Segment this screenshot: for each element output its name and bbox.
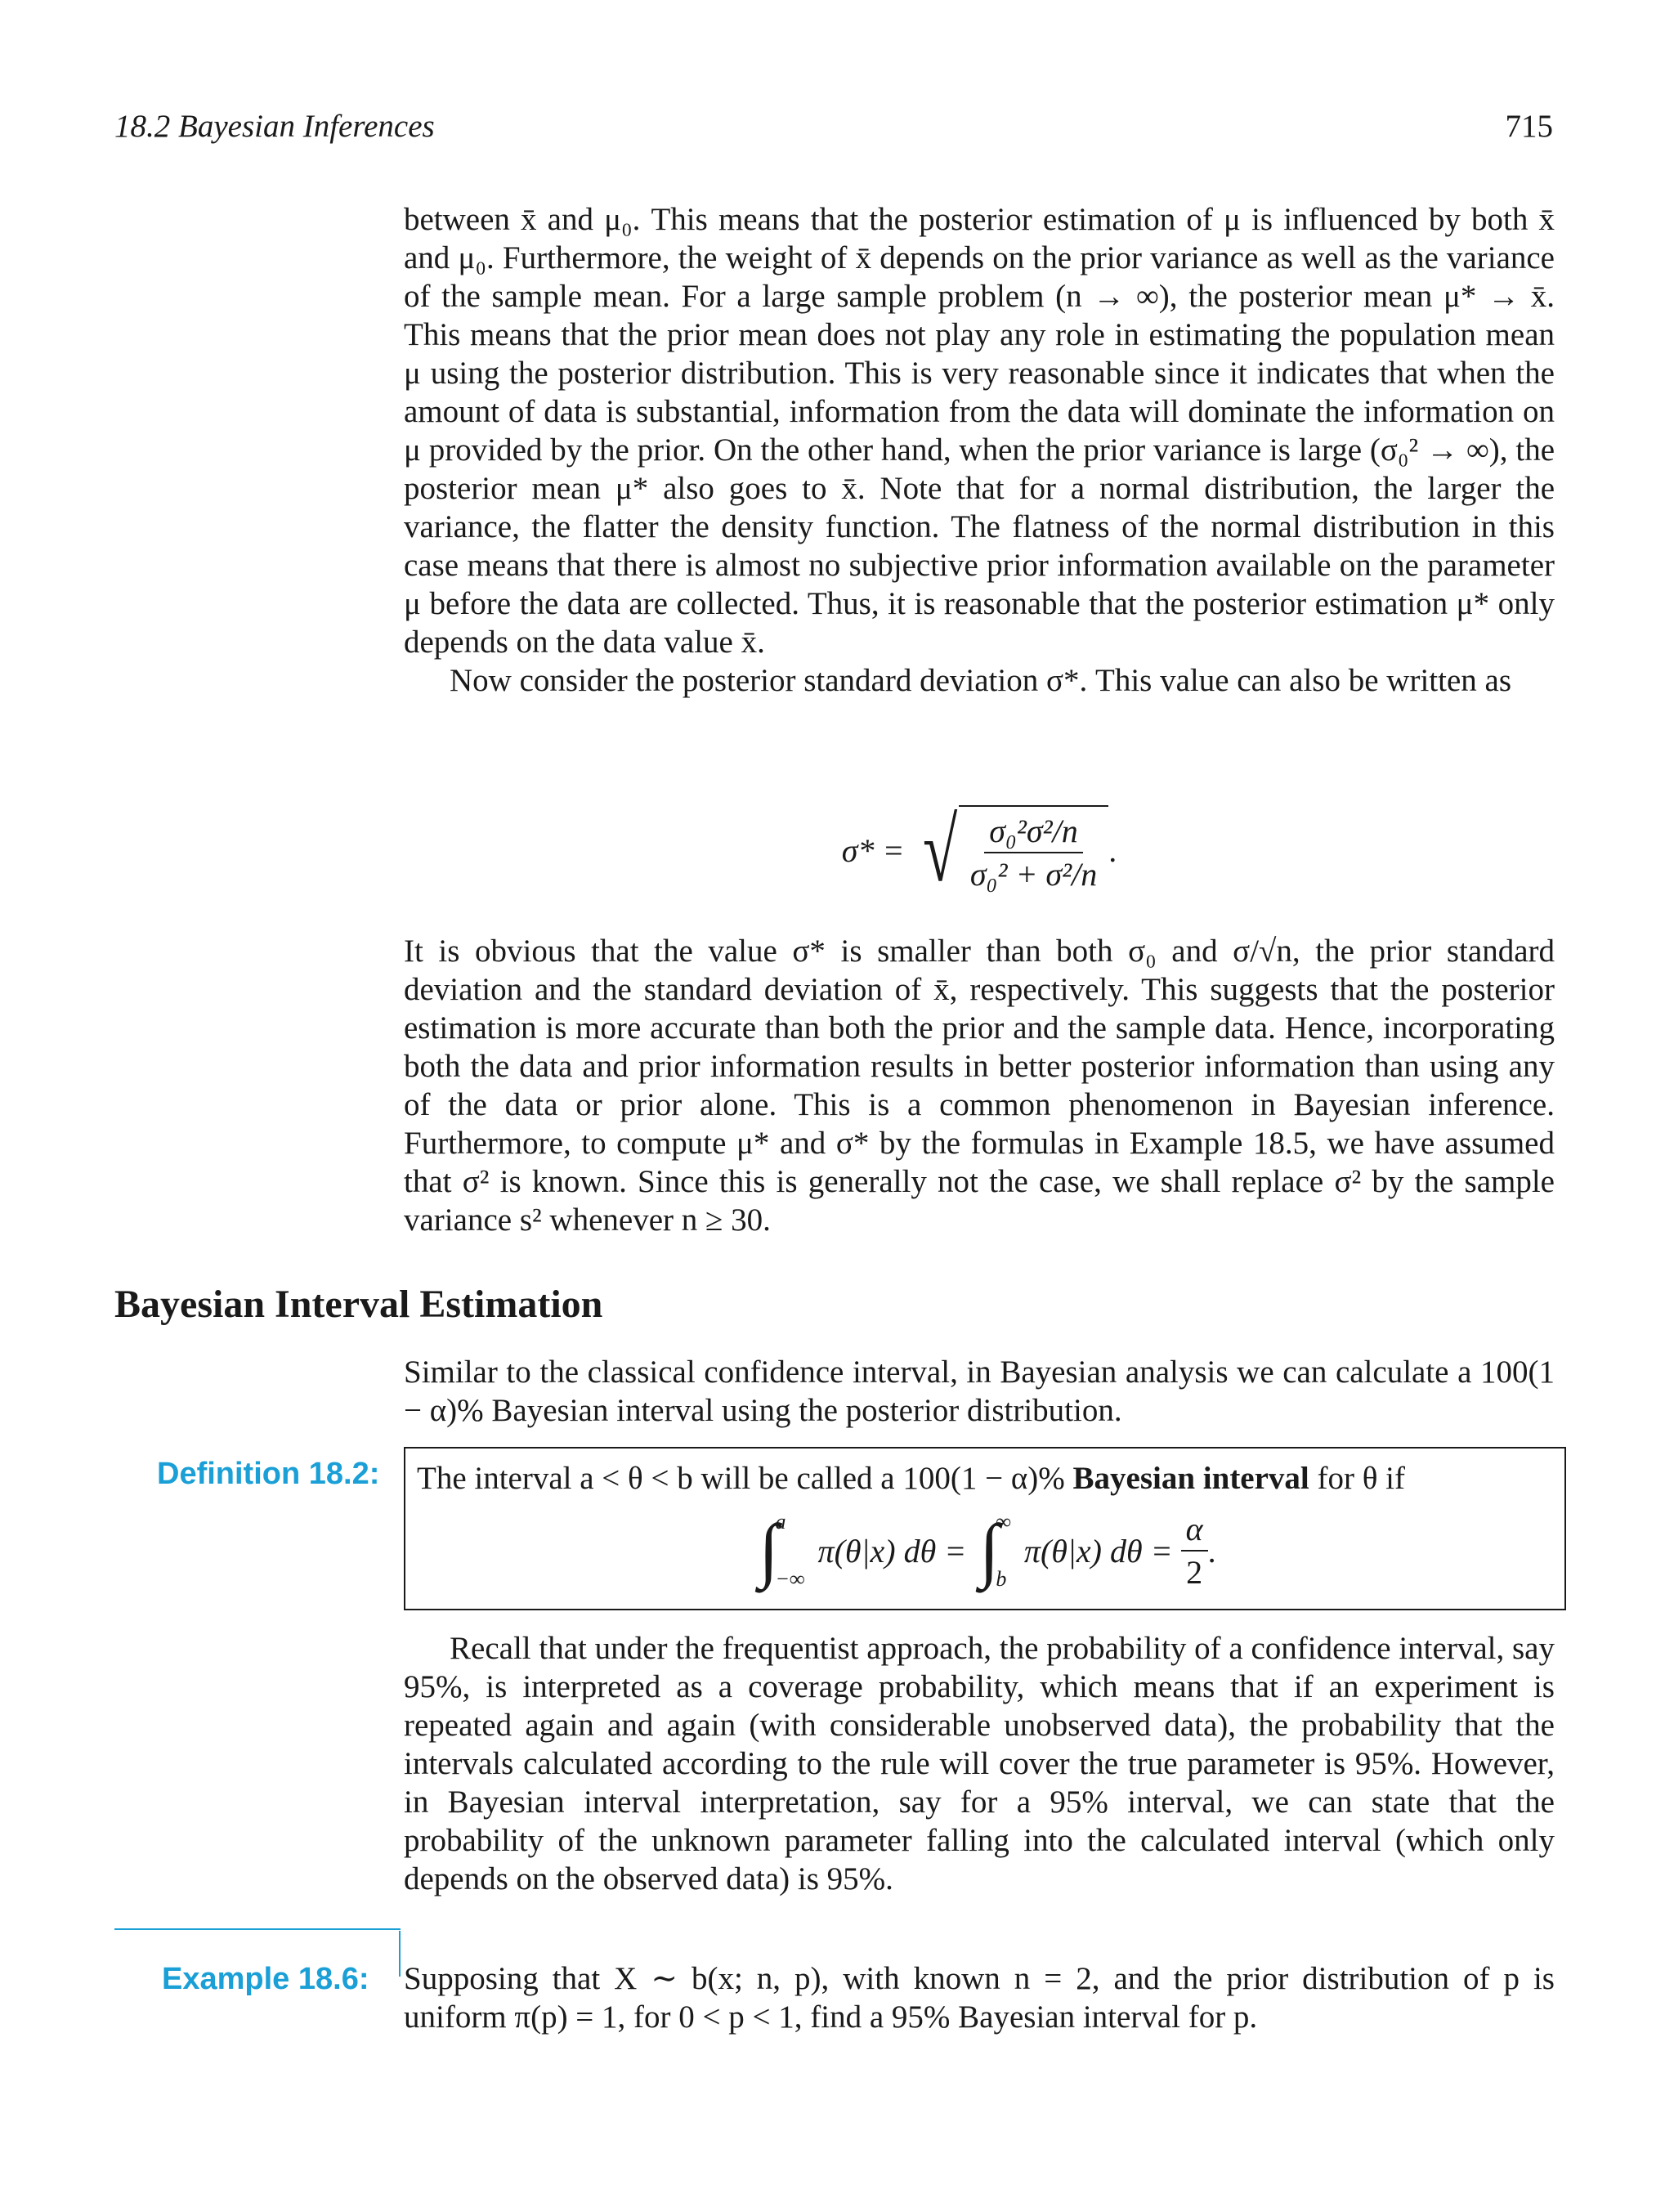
definition-box [404,1447,1566,1610]
radical-sign: √ [923,800,958,900]
paragraph-bayesian-interval-intro: Similar to the classical confidence interval, in Bayesian analysis we can calculate a 100(1 − α)% Bayesian interval using the posterior distribution. [404,1355,1555,1428]
definition-label: Definition 18.2: [157,1457,380,1491]
integral-2-body: π(θ|x) dθ = [1023,1532,1173,1569]
alpha-denominator: 2 [1186,1554,1203,1591]
integral-1-upper: a [775,1510,786,1534]
fraction-numerator: σ₀²σ²/n [984,812,1082,853]
body-block-1 [404,200,1555,700]
integral-1-body: π(θ|x) dθ = [817,1532,967,1569]
paragraph-posterior-accuracy: It is obvious that the value σ* is smaller than both σ₀ and σ/√n, the prior standard deviation and the standard deviation of x̄, respectively. This suggests that the posterior estimation is more accurate than both the prior and the sample data. Hence, incorporating both the data and prior information results in better posterior information than using any of the data or prior alone. This is a common phenomenon in Bayesian inference. Furthermore, to compute μ* and σ* by the formulas in Example 18.5, we have assumed that σ² is known. Since this is generally not the case, we shall replace σ² by the sample variance s² whenever n ≥ 30. [404,934,1555,1238]
paragraph-posterior-sd-intro: Now consider the posterior standard deviation σ*. This value can also be written as [450,663,1511,698]
example-label: Example 18.6: [162,1962,369,1996]
section-heading: Bayesian Interval Estimation [114,1283,603,1326]
alpha-over-two [1181,1510,1208,1592]
body-block-4 [404,1629,1555,1898]
equation-lhs: σ* = [841,831,905,869]
body-block-5 [404,1959,1555,2036]
definition-bold-term: Bayesian interval [1072,1461,1309,1496]
definition-equation [417,1510,1553,1592]
fraction-denominator: σ₀² + σ²/n [969,856,1098,893]
definition-equation-trail: . [1207,1532,1216,1569]
integral-sign-1: ∫ [759,1511,779,1590]
example-statement: Supposing that X ∼ b(x; n, p), with known n = 2, and the prior distribution of p is uniform π(p) = 1, for 0 < p < 1, find a 95% Bayesian interval for p. [404,1961,1555,2035]
integral-1-limits [775,1510,804,1592]
body-block-2 [404,932,1555,1239]
body-block-3 [404,1353,1555,1430]
example-margin-bar [399,1931,401,1977]
equation-posterior-sd [404,797,1555,903]
alpha-numerator: α [1181,1510,1208,1552]
integral-2 [979,1510,1011,1592]
radicand [959,805,1108,895]
equation-trail: . [1108,831,1117,869]
paragraph-posterior-mean: between x̄ and μ₀. This means that the posterior estimation of μ is influenced by both x̄ and μ₀. Furthermore, the weight of x̄ depends on the prior variance as well as the variance of the sample mean. For a large sample problem (n → ∞), the posterior mean μ* → x̄. This means that the prior mean does not play any role in estimating the population mean μ using the posterior distribution. This is very reasonable since it indicates that when the amount of data is substantial, information from the data will dominate the information on μ provided by the prior. On the other hand, when the prior variance is large (σ₀² → ∞), the posterior mean μ* also goes to x̄. Note that for a normal distribution, the larger the variance, the flatter the density function. The flatness of the normal distribution in this case means that there is almost no subjective prior information available on the parameter μ before the data are collected. Thus, it is reasonable that the posterior estimation μ* only depends on the data value x̄. [404,202,1555,660]
integral-1-lower: −∞ [775,1567,805,1591]
integral-sign-2: ∫ [979,1511,1000,1590]
integral-2-limits [996,1510,1011,1592]
definition-text-before: The interval a < θ < b will be called a 100(1 − α)% [417,1461,1073,1496]
definition-statement [417,1460,1553,1497]
integral-2-upper: ∞ [996,1510,1011,1534]
paragraph-frequentist-vs-bayesian: Recall that under the frequentist approach, the probability of a confidence interval, say 95%, is interpreted as a coverage probability, which means that if an experiment is repeated again and again (with considerable unobserved data), the probability that the intervals calculated according to the rule will cover the true parameter is 95%. However, in Bayesian interval interpretation, say for a 95% interval, we can state that the probability of the unknown parameter falling into the calculated interval (which only depends on the observed data) is 95%. [404,1631,1555,1896]
fraction [965,812,1102,893]
page-number: 715 [1505,109,1553,144]
integral-2-lower: b [996,1567,1007,1591]
definition-text-after: for θ if [1309,1461,1405,1496]
running-header-section: 18.2 Bayesian Inferences [114,109,435,144]
integral-1 [759,1510,804,1592]
example-rule-line [114,1928,401,1930]
square-root [915,800,1108,900]
